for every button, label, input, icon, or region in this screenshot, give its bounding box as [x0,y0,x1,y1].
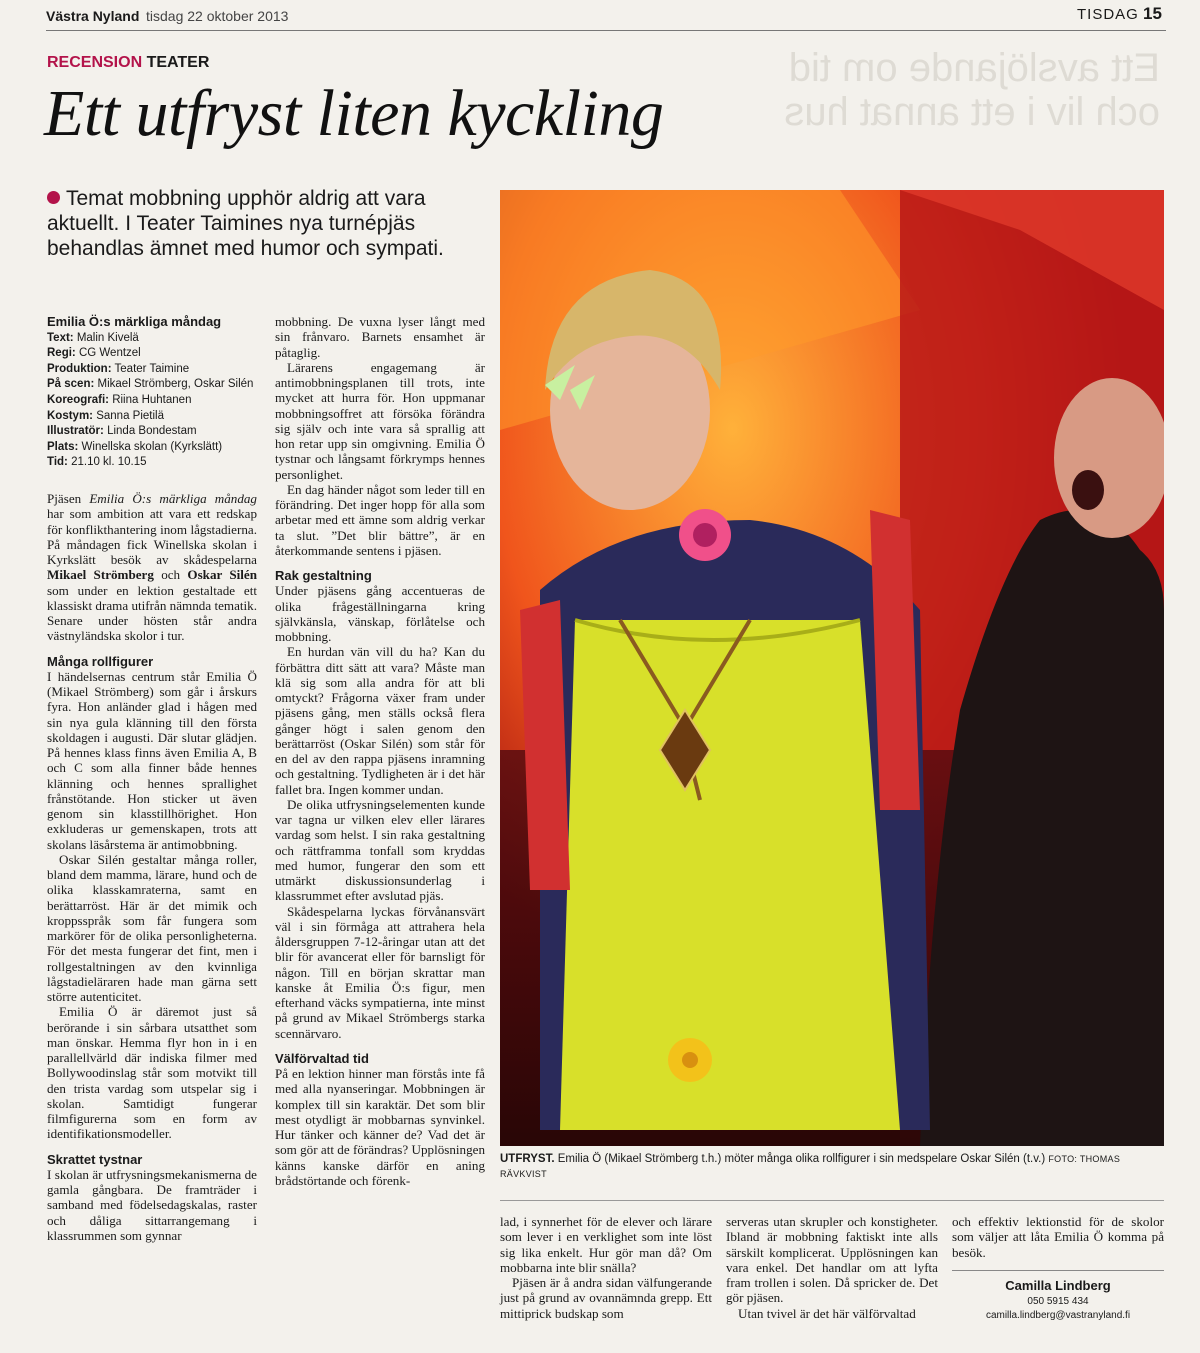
article-column-3 [500,1214,712,1321]
article-column-2 [275,314,485,1188]
body-paragraph: En hurdan vän vill du ha? Kan du förbättra ditt sätt att vara? Måste man klä sig som alla andra för att bli omtyckt? Frågorna växer fram under pjäsens gång, men ställs också flera gånger högt i salen genom den berättarröst (Oskar Silén) som står för en del av den rappa pjäsens inramning och gestaltning. Tydligheten är i det här fallet bra. Ingen kommer undan. [275,644,485,797]
facts-label: Kostym: [47,409,94,422]
publication-date: tisdag 22 oktober 2013 [146,8,289,24]
facts-value: Riina Huhtanen [112,393,192,406]
article-column-5 [952,1214,1164,1260]
page-number: 15 [1143,4,1162,23]
facts-row [47,424,267,440]
subheading: Rak gestaltning [275,568,372,583]
body-paragraph: lad, i synnerhet för de elever och lärare som lever i en verklighet som inte löst sig lika enkelt. Hur gör man då? Om mobbarna inte blir snälla? [500,1214,712,1275]
body-paragraph: I händelsernas centrum står Emilia Ö (Mikael Strömberg) som går i årskurs fyra. Hon anländer glad i hågen med sin nya gula klänning till den första skoldagen i augusti. Där slutar glädjen. På hennes klass finns även Emilia A, B och C som alla finner både hennes klänning och hennes sprallighet frånstötande. Hon sticker ut även genom sin klasstillhörighet. Hon exkluderas ur gemenskapen, trots att skolans läsårstema är antimobbning. [47,668,257,852]
body-paragraph: De olika utfrysningselementen kunde var tagna ur vilken elev eller lärares vardag som helst. I sin raka gestaltning och rättframma tonfall som kryddas med humor, fungerar den som ett utmärkt diskussionsunderlag i klassrummet efter avslutad pjäs. [275,796,485,904]
author-phone: 050 5915 434 [1027,1296,1089,1307]
body-paragraph: Oskar Silén gestaltar många roller, bland dem mamma, lärare, hund och de olika klasskamraterna, samt en berättarröst. Här är det mimik och kroppsspråk som får fungera som markörer för de olika personligheterna. För det mesta fungerar det fint, men i rollgestaltningen av den kvinnliga lågstadieläraren hade man gärna sett större autenticitet. [47,851,257,1004]
page-day: TISDAG [1077,6,1139,23]
subheading: Välförvaltad tid [275,1050,369,1066]
facts-label: Koreografi: [47,393,109,406]
facts-value: 21.10 kl. 10.15 [71,456,147,469]
facts-row [47,377,267,393]
author-name: Camilla Lindberg [1005,1278,1111,1293]
facts-row [47,346,267,362]
photo-illustration [500,190,1164,1146]
facts-label: Produktion: [47,362,112,375]
facts-label: Illustratör: [47,425,104,438]
body-paragraph: Utan tvivel är det här välförvaltad [738,1305,916,1321]
body-paragraph: Lärarens engagemang är antimobbningsplanen till trots, inte mycket att hurra för. Hon uppmanar mobbningsoffret att försöka förändra sig själv och inte vara så sprallig att hon retar upp sin omgivning. Emilia Ö tystnar och långsamt förkrymps hennes personlighet. [275,359,485,482]
body-paragraph: Skådespelarna lyckas förvånansvärt väl i sin förmåga att attrahera hela åldersgruppen 7-12-åringar utan att det blir för avancerat eller för barnsligt för någon. Till en början skrattar man kanske åt Emilia Ö:s figur, men efterhand väcks sympatierna, inte minst på grund av Mikael Strömbergs starka scennärvaro. [275,903,485,1041]
facts-label: Text: [47,331,74,344]
header-rule [46,30,1166,31]
facts-value: Malin Kivelä [76,331,139,344]
article-column-4 [726,1214,938,1321]
body-paragraph: Pjäsen är å andra sidan välfungerande just på grund av ovannämnda grepp. Ett mittiprick budskap som [500,1275,712,1321]
facts-title: Emilia Ö:s märkliga måndag [47,314,222,329]
masthead: Västra Nyland [46,8,140,24]
body-paragraph: serveras utan skrupler och konstigheter. Ibland är mobbning faktiskt inte alls särskilt komplicerat. Upplösningen kan vara enkel. Det handlar om att lyfta fram trollen i solen. Då spricker de. Det gör pjäsen. [726,1214,938,1306]
facts-value: CG Wentzel [78,347,141,360]
facts-value: Mikael Strömberg, Oskar Silén [97,378,254,391]
caption-lead: UTFRYST. [500,1153,555,1165]
facts-label: Tid: [47,456,68,469]
ingress [47,186,485,261]
subheading: Skrattet tystnar [47,1151,143,1167]
facts-row [47,331,267,347]
body-paragraph: På en lektion hinner man förstås inte få med alla nyanseringar. Mobbningen är komplex till sin karaktär. Det som blir mest otydligt är mobbarnas synvinkel. Hur tänker och känner de? Vad det är som gör att de förändras? Upplösningen känns kanske därför en aning brådstörtande och förenk- [275,1066,485,1188]
facts-value: Winellska skolan (Kyrkslätt) [81,440,223,453]
body-paragraph: och effektiv lektionstid för de skolor som väljer att låta Emilia Ö komma på besök. [952,1214,1164,1260]
kicker-section: RECENSION [47,54,143,71]
subheading: Många rollfigurer [47,653,154,669]
body-paragraph: En dag händer något som leder till en förändring. Det inger hopp för alla som arbetar med ett ämne som aldrig verkar ta slut. ”Det blir bättre”, är en återkommande sentens i pjäsen. [275,481,485,558]
facts-value: Sanna Pietilä [96,409,164,422]
bleed-through-text: Ett avslöjande om tid och liv i ett annat hus [784,46,1160,134]
facts-row [47,362,267,378]
article-column-1 [47,491,257,1243]
facts-label: Plats: [47,440,79,453]
body-paragraph: Under pjäsens gång accentueras de olika frågeställningarna kring självkänsla, vänskap, förlåtelse och mobbning. [275,583,485,644]
body-paragraph: mobbning. De vuxna lyser långt med sin frånvaro. Barnets ensamhet är påtaglig. [275,314,485,360]
facts-value: Teater Taimine [114,362,190,375]
facts-row [47,393,267,409]
facts-label: På scen: [47,378,95,391]
section-kicker [47,54,209,72]
body-paragraph: Pjäsen Emilia Ö:s märkliga måndag har som ambition att vara ett redskap för konflikthantering inom lågstadierna. På måndagen fick Winellska skolan i Kyrkslätt besök av skådespelarna Mikael Strömberg och Oskar Silén som under en lektion gestaltade ett klassiskt drama utifrån nämnda tematik. Senare under hösten står andra västnyländska skolor i tur. [47,491,258,644]
bullet-icon [47,191,60,204]
byline-rule [952,1270,1164,1271]
stage-photo [500,190,1164,1146]
facts-box [47,314,267,471]
photo-caption [500,1152,1164,1182]
facts-row [47,409,267,425]
photo-rule [500,1200,1164,1201]
kicker-topic: TEATER [146,54,210,71]
facts-rows [47,331,267,471]
ingress-text: Temat mobbning upphör aldrig att vara aktuellt. I Teater Taimines nya turnépjäs behandlas ämnet med humor och sympati. [47,187,444,260]
facts-label: Regi: [47,347,76,360]
facts-row [47,440,267,456]
facts-value: Linda Bondestam [107,425,197,438]
body-paragraph: I skolan är utfrysningsmekanismerna de gamla gångbara. De framträder i samband med födelsedagskalas, raster och dåliga sittarrangemang i klassrummen som gynnar [47,1166,257,1243]
body-paragraph: Emilia Ö är däremot just så berörande i sin sårbara utsatthet som man önskar. Hemma flyr hon in i en parallellvärld där indiska filmer med Bollywoodinslag står som motvikt till den trista vardag som utspelar sig i skolan. Samtidigt fungerar filmfigurerna som en form av identifikationsmodeller. [47,1004,257,1142]
facts-row [47,455,267,471]
photo-credit: FOTO: THOMAS RÄVKVIST [500,1154,1121,1179]
author-email: camilla.lindberg@vastranyland.fi [985,1310,1131,1321]
headline: Ett utfryst liten kyckling [44,77,664,150]
caption-text: Emilia Ö (Mikael Strömberg t.h.) möter många olika rollfigurer i sin medspelare Oskar Silén (t.v.) [557,1153,1046,1165]
